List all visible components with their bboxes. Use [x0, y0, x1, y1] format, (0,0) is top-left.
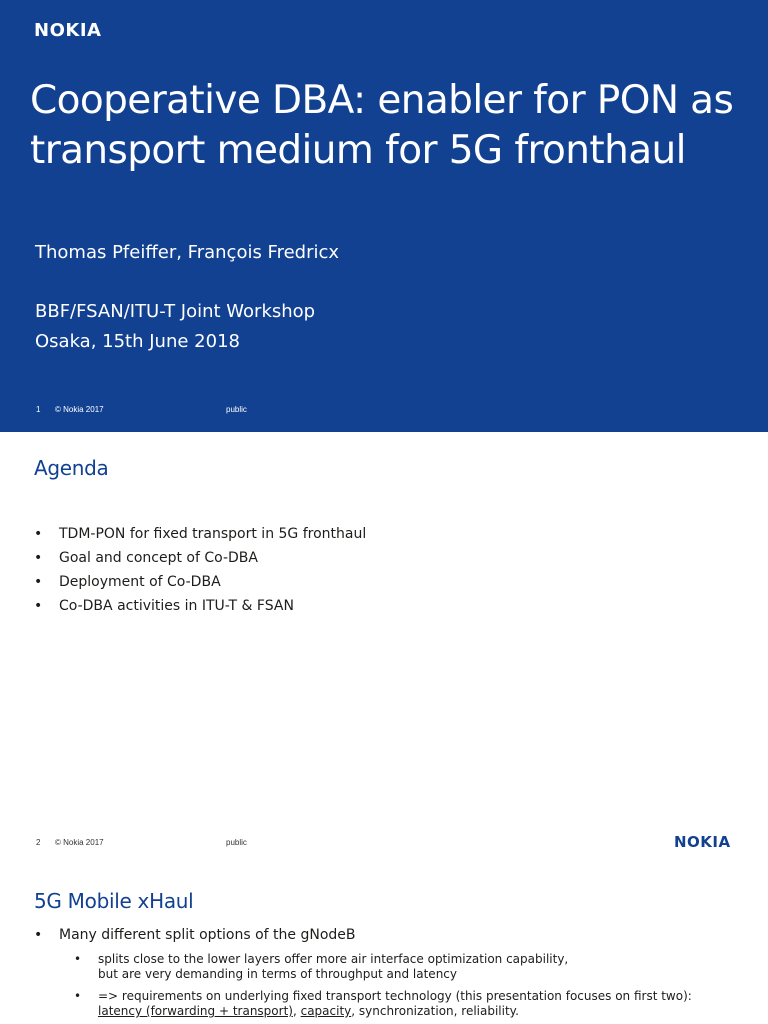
capacity-term: capacity	[300, 1004, 352, 1018]
sub-bullet-text	[98, 952, 568, 982]
page-number: 2	[36, 838, 41, 847]
sub-bullet-text	[98, 989, 692, 1019]
classification: public	[226, 838, 247, 847]
sub-bullet-line: but are very demanding in terms of throughput and latency	[98, 967, 457, 981]
bullet-icon: •	[34, 598, 43, 614]
bullet-icon: •	[74, 952, 82, 966]
nokia-logo: NOKIA	[674, 833, 731, 851]
agenda-item-text: Goal and concept of Co-DBA	[59, 550, 258, 566]
agenda-item	[34, 570, 366, 594]
sub-bullet-line: splits close to the lower layers offer more air interface optimization capability,	[98, 952, 569, 966]
sub-bullet-rest: , synchronization, reliability.	[351, 1004, 519, 1018]
place-date: Osaka, 15th June 2018	[35, 331, 240, 352]
agenda-item-text: Deployment of Co-DBA	[59, 574, 221, 590]
classification: public	[226, 405, 247, 414]
bullet-icon: •	[34, 550, 43, 566]
event-name: BBF/FSAN/ITU-T Joint Workshop	[35, 301, 316, 322]
xhaul-heading: 5G Mobile xHaul	[34, 889, 194, 913]
agenda-item-text: TDM-PON for fixed transport in 5G fronthaul	[59, 526, 367, 542]
separator: ,	[292, 1004, 301, 1018]
presentation-title: Cooperative DBA: enabler for PON as transport medium for 5G fronthaul	[30, 78, 734, 173]
page-number: 1	[36, 405, 41, 414]
main-bullet	[34, 927, 356, 943]
agenda-heading: Agenda	[34, 456, 109, 480]
copyright: © Nokia 2017	[55, 405, 104, 414]
agenda-item	[34, 522, 366, 546]
title-slide	[0, 0, 768, 432]
main-bullet-text: Many different split options of the gNodeB	[59, 927, 356, 943]
agenda-item	[34, 546, 366, 570]
nokia-logo: NOKIA	[34, 20, 102, 41]
agenda-list	[34, 522, 366, 618]
latency-term: latency (forwarding + transport)	[98, 1004, 293, 1018]
agenda-item	[34, 594, 366, 618]
bullet-icon: •	[74, 989, 82, 1003]
agenda-item-text: Co-DBA activities in ITU-T & FSAN	[59, 598, 294, 614]
bullet-icon: •	[34, 927, 43, 943]
sub-bullet-line: => requirements on underlying fixed transport technology (this presentation focuses on first two):	[98, 989, 692, 1003]
authors: Thomas Pfeiffer, François Fredricx	[35, 242, 340, 263]
bullet-icon: •	[34, 574, 43, 590]
copyright: © Nokia 2017	[55, 838, 104, 847]
bullet-icon: •	[34, 526, 43, 542]
